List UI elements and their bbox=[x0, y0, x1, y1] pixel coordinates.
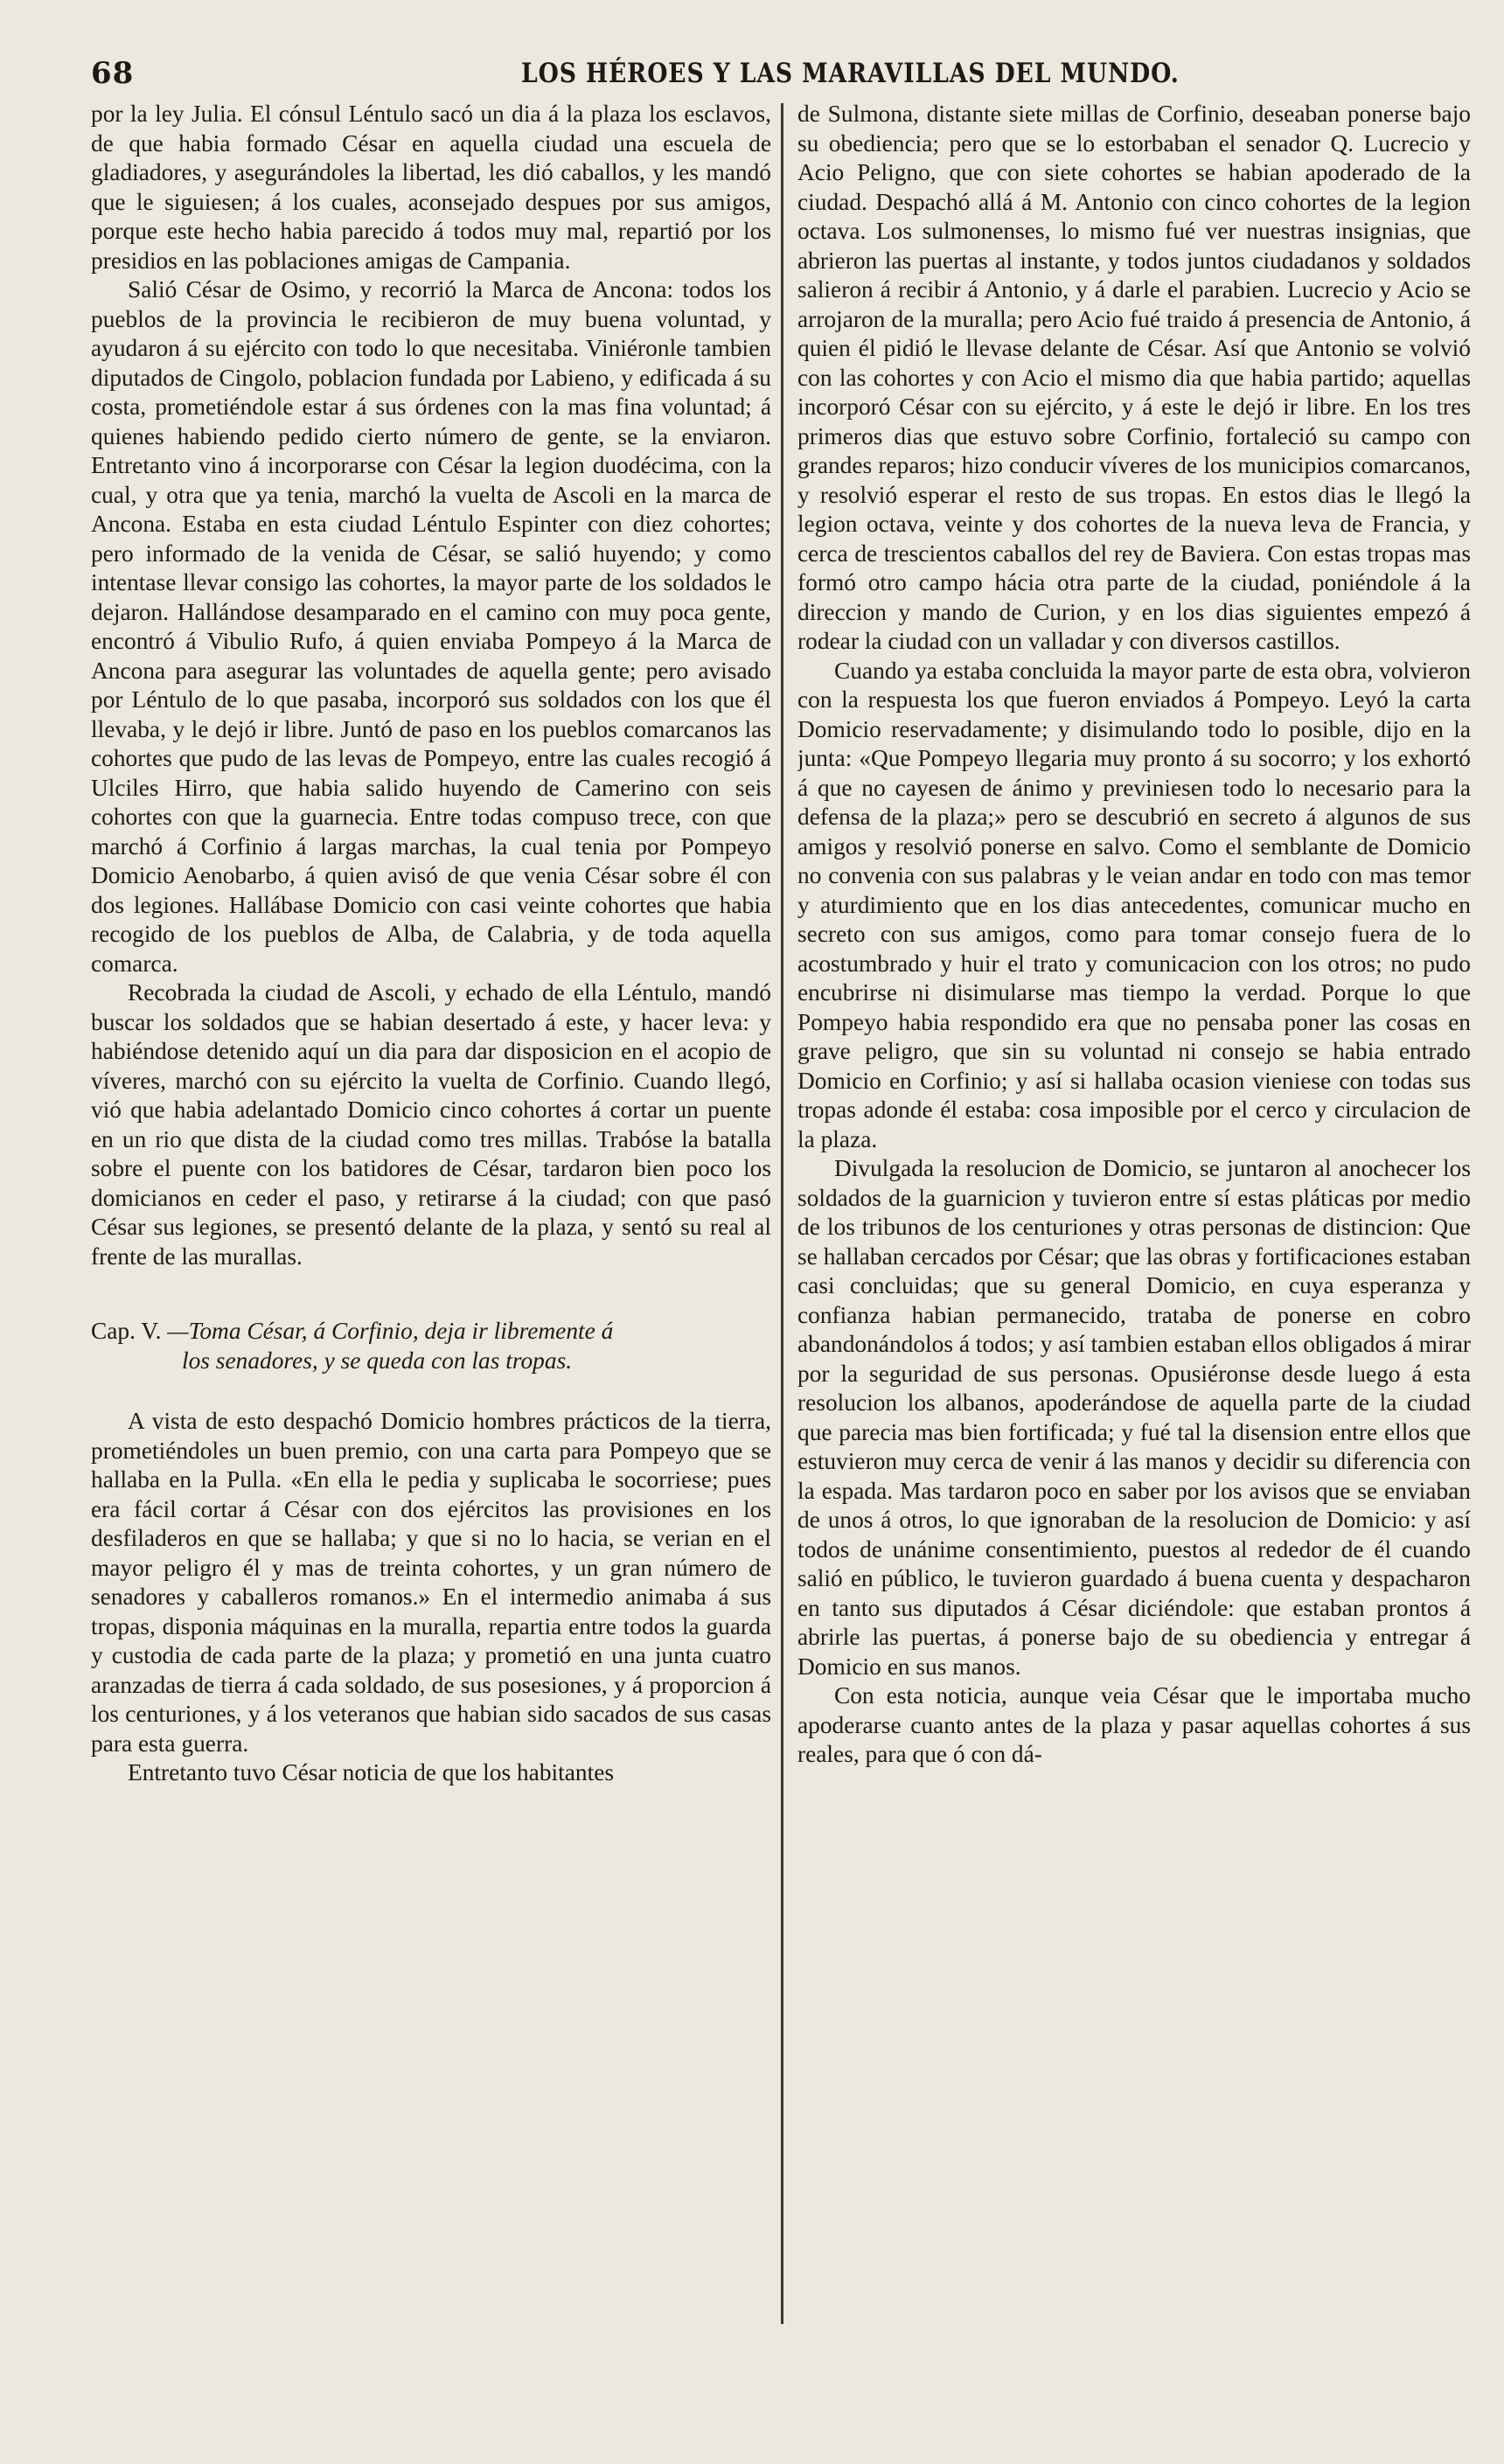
paragraph: Recobrada la ciudad de Ascoli, y echado de ella Léntulo, mandó buscar los soldados que se habian desertado á este, y hacer leva: y habiéndose detenido aquí un dia para dar disposicion en el acopio de víveres, marchó con su ejército la vuelta de Corfinio. Cuando llegó, vió que habia adelantado Domicio cinco cohortes á cortar un puente en un rio que dista de la ciudad como tres millas. Trabóse la batalla sobre el puente con los batidores de César, tardaron bien poco los domicianos en ceder el paso, y retirarse á la ciudad; con que pasó César sus legiones, se presentó delante de la plaza, y sentó su real al frente de las murallas. bbox=[91, 979, 771, 1270]
paragraph: Divulgada la resolucion de Domicio, se juntaron al anochecer los soldados de la guarnicion y tuvieron entre sí estas pláticas por medio de los tribunos de los centuriones y otras personas de distincion: Que se hallaban cercados por César; que las obras y fortificaciones estaban casi concluidas; que su general Domicio, en cuya esperanza y confianza habian permanecido, trataba de ponerse en cobro abandonándolos á todos; y así tambien estaban ellos obligados á mirar por la seguridad de sus personas. Opusiéronse desde luego á esta resolucion los albanos, apoderándose de aquella parte de la ciudad que parecia mas bien fortificada; y fué tal la disension entre ellos que estuvieron muy cerca de venir á las manos y decidir su diferencia con la espada. Mas tardaron poco en saber por los avisos que se enviaban de unos á otros, lo que ignoraban de la resolucion de Domicio: y así todos de unánime consentimiento, puestos al rededor de él cuando salió en público, le tuvieron guardado á buena cuenta y despacharon en tanto sus diputados á César diciéndole: que estaban prontos á abrirle las puertas, á ponerse bajo de su obediencia y entregar á Domicio en sus manos. bbox=[797, 1155, 1471, 1680]
chapter-label: Cap. V. bbox=[91, 1318, 162, 1344]
page-number: 68 bbox=[91, 56, 135, 91]
running-title: LOS HÉROES Y LAS MARAVILLAS DEL MUNDO. bbox=[521, 58, 1180, 89]
paragraph: de Sulmona, distante siete millas de Corfinio, deseaban ponerse bajo su obediencia; pero que se lo estorbaban el senador Q. Lucrecio y Acio Peligno, que con siete cohortes se habian apoderado de la ciudad. Despachó allá á M. Antonio con cinco cohortes de la legion octava. Los sulmonenses, lo mismo fué ver nuestras insignias, que abrieron las puertas al instante, y todos juntos ciudadanos y soldados salieron á recibir á Antonio, y á darle el parabien. Lucrecio y Acio se arrojaron de la muralla; pero Acio fué traido á presencia de Antonio, á quien él pidió le llevase delante de César. Así que Antonio se volvió con las cohortes y con Acio el mismo dia que habia partido; aquellas incorporó César con su ejército, y á este le dejó ir libre. En los tres primeros dias que estuvo sobre Corfinio, fortaleció su campo con grandes reparos; hizo conducir víveres de los municipios comarcanos, y resolvió esperar el resto de sus tropas. En estos dias le llegó la legion octava, veinte y dos cohortes de la nueva leva de Francia, y cerca de trescientos caballos del rey de Baviera. Con estas tropas mas formó otro campo hácia otra parte de la ciudad, poniéndole á la direccion y mando de Curion, y en los dias siguientes empezó á rodear la ciudad con un valladar y con diversos castillos. bbox=[797, 101, 1471, 654]
chapter-title-line2: los senadores, y se queda con las tropas. bbox=[182, 1347, 573, 1374]
page-header bbox=[0, 54, 1504, 98]
left-column bbox=[91, 100, 771, 2417]
paragraph: A vista de esto despachó Domicio hombres prácticos de la tierra, prometiéndoles un buen premio, con una carta para Pompeyo que se hallaba en la Pulla. «En ella le pedia y suplicaba le socorriese; pues era fácil cortar á César con dos ejércitos las provisiones en los desfiladeros en que se hallaba; y que si no lo hacia, se verian en el mayor peligro él y mas de treinta cohortes, y un gran número de senadores y caballeros romanos.» En el intermedio animaba á sus tropas, disponia máquinas en la muralla, repartia entre todos la guarda y custodia de cada parte de la plaza; y prometió en una junta cuatro aranzadas de tierra á cada soldado, de sus posesiones, y á proporcion á los centuriones, y á los veteranos que habian sido sacados de sus casas para esta guerra. bbox=[91, 1408, 771, 1757]
paragraph: Salió César de Osimo, y recorrió la Marca de Ancona: todos los pueblos de la provincia le recibieron de muy buena voluntad, y ayudaron á su ejército con todo lo que necesitaba. Viniéronle tambien diputados de Cingolo, poblacion fundada por Labieno, y edificada á su costa, prometiéndole estar á sus órdenes con la mas fina voluntad; á quienes habiendo pedido cierto número de gente, se la enviaron. Entretanto vino á incorporarse con César la legion duodécima, con la cual, y otra que ya tenia, marchó la vuelta de Ascoli en la marca de Ancona. Estaba en esta ciudad Léntulo Espinter con diez cohortes; pero informado de la venida de César, se salió huyendo; y como intentase llevar consigo las cohortes, la mayor parte de los soldados le dejaron. Hallándose desamparado en el camino con muy poca gente, encontró á Vibulio Rufo, á quien enviaba Pompeyo á la Marca de Ancona para asegurar las voluntades de aquella gente; pero avisado por Léntulo de lo que pasaba, incorporó sus soldados con los que él llevaba, y le dejó ir libre. Juntó de paso en los pueblos comarcanos las cohortes que pudo de las levas de Pompeyo, entre las cuales recogió á Ulciles Hirro, que habia salido huyendo de Camerino con seis cohortes con que la guarnecia. Entre todas compuso trece, con que marchó á Corfinio á largas marchas, la cual tenia por Pompeyo Domicio Aenobarbo, á quien avisó de que venia César sobre él con dos legiones. Hallábase Domicio con casi veinte cohortes que habia recogido de los pueblos de Alba, de Calabria, y de toda aquella comarca. bbox=[91, 276, 771, 977]
paragraph: por la ley Julia. El cónsul Léntulo sacó un dia á la plaza los esclavos, de que habia formado César en aquella ciudad una escuela de gladiadores, y asegurándoles la libertad, les dió caballos, y les mandó que le siguiesen; á los cuales, aconsejado despues por sus amigos, porque este hecho habia parecido á todos muy mal, repartió por los presidios en las poblaciones amigas de Campania. bbox=[91, 101, 771, 274]
right-column bbox=[797, 100, 1471, 2417]
paragraph: Cuando ya estaba concluida la mayor parte de esta obra, volvieron con la respuesta los que fueron enviados á Pompeyo. Leyó la carta Domicio reservadamente; y disimulando todo lo posible, dijo en la junta: «Que Pompeyo llegaria muy pronto á su socorro; y los exhortó á que no cayesen de ánimo y previniesen todo lo necesario para la defensa de la plaza;» pero se descubrió en secreto á algunos de sus amigos y resolvió ponerse en salvo. Como el semblante de Domicio no convenia con sus palabras y le veian andar en todo con mas temor y aturdimiento que en los dias antecedentes, comunicar mucho en secreto con sus amigos, como para tomar consejo fuera de lo acostumbrado y huir el trato y comunicacion con los otros; no pudo encubrirse ni disimularse mas tiempo la verdad. Porque lo que Pompeyo habia respondido era que no pensaba poner las cosas en grave peligro, que sin su voluntad ni consejo se habia entrado Domicio en Corfinio; y así si hallaba ocasion vieniese con todas sus tropas adonde él estaba: cosa imposible por el cerco y circulacion de la plaza. bbox=[797, 657, 1471, 1152]
column-divider bbox=[781, 103, 783, 2324]
chapter-title-line1: —Toma César, á Corfinio, deja ir libremente á bbox=[167, 1318, 614, 1344]
chapter-heading bbox=[91, 1317, 771, 1375]
paragraph: Con esta noticia, aunque veia César que le importaba mucho apoderarse cuanto antes de la plaza y pasar aquellas cohortes á sus reales, para que ó con dá- bbox=[797, 1682, 1471, 1767]
paragraph: Entretanto tuvo César noticia de que los habitantes bbox=[128, 1759, 615, 1785]
